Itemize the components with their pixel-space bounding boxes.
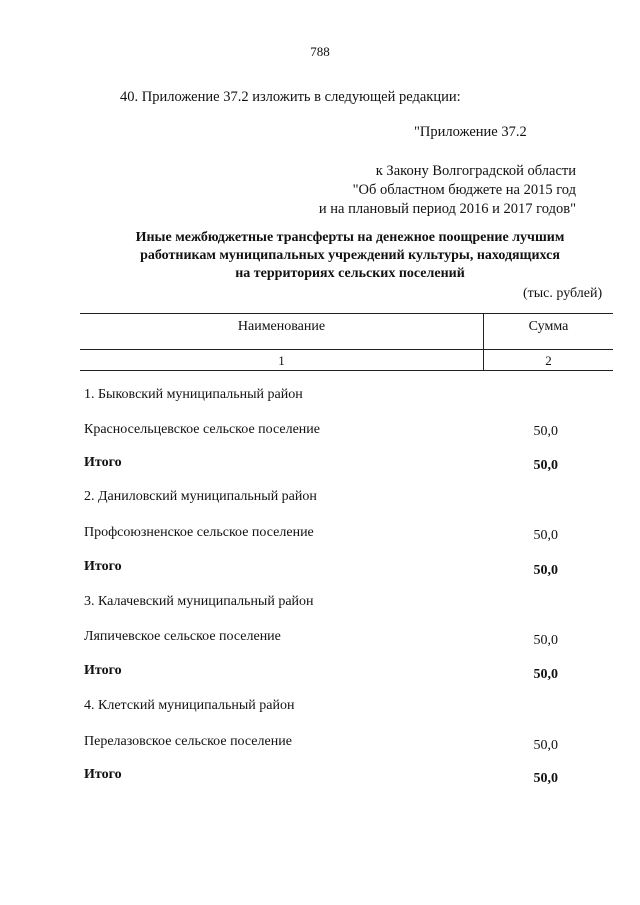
heading-line-2: работникам муниципальных учреждений культуры, находящихся [140,248,560,263]
settlement-value: 50,0 [533,528,558,543]
law-line-3: и на плановый период 2016 и 2017 годов" [318,201,576,217]
law-line-2: "Об областном бюджете на 2015 год [352,182,576,198]
total-label: Итого [84,559,122,574]
total-label: Итого [84,663,122,678]
settlement-name: Ляпичевское сельское поселение [84,629,281,644]
district-name: 3. Калачевский муниципальный район [84,594,314,609]
district-name: 1. Быковский муниципальный район [84,387,303,402]
table-top-border [80,313,613,314]
total-value: 50,0 [533,458,558,473]
appendix-title: "Приложение 37.2 [414,124,527,140]
total-label: Итого [84,767,122,782]
settlement-name: Перелазовское сельское поселение [84,734,292,749]
column-header-sum: Сумма [528,319,569,334]
total-value: 50,0 [533,667,558,682]
district-name: 4. Клетский муниципальный район [84,698,295,713]
settlement-value: 50,0 [533,424,558,439]
column-header-name: Наименование [237,319,326,334]
settlement-value: 50,0 [533,633,558,648]
document-heading [70,229,630,283]
intro-text: 40. Приложение 37.2 изложить в следующей редакции: [120,89,461,105]
table-header [80,313,613,371]
total-value: 50,0 [533,563,558,578]
heading-line-3: на территориях сельских поселений [235,266,465,281]
column-number-1: 1 [278,353,285,368]
total-label: Итого [84,455,122,470]
heading-line-1: Иные межбюджетные трансферты на денежное поощрение лучшим [135,230,565,245]
law-line-1: к Закону Волгоградской области [375,163,576,179]
table-numbers-divider [80,370,613,371]
appendix-law-reference [300,162,576,219]
total-value: 50,0 [533,771,558,786]
units-label: (тыс. рублей) [523,286,603,301]
table-header-divider [80,349,613,350]
settlement-name: Профсоюзненское сельское поселение [84,525,314,540]
district-name: 2. Даниловский муниципальный район [84,489,317,504]
page-number: 788 [310,44,330,59]
settlement-value: 50,0 [533,738,558,753]
column-number-2: 2 [545,353,552,368]
settlement-name: Красносельцевское сельское поселение [84,422,320,437]
